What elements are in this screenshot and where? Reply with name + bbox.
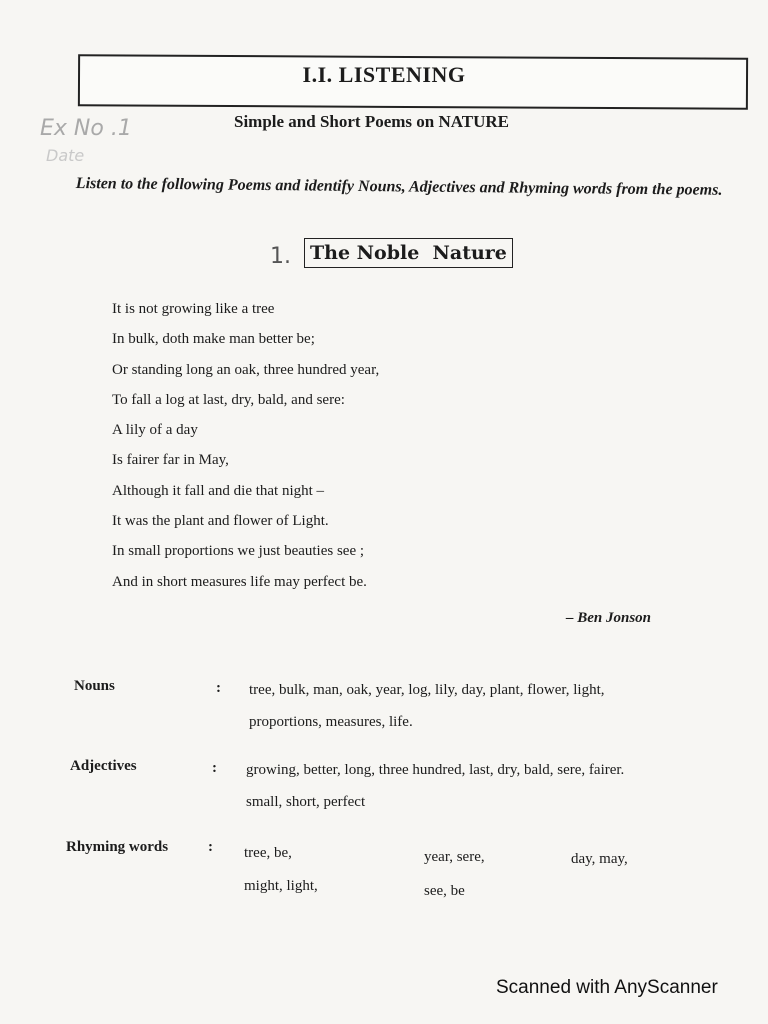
handwritten-date: Date [46, 146, 85, 165]
poem-line: It was the plant and flower of Light. [112, 513, 329, 530]
rhyming-pair: day, may, [571, 851, 628, 867]
nouns-line: tree, bulk, man, oak, year, log, lily, day, plant, flower, light, [249, 682, 605, 698]
nouns-colon: : [216, 680, 221, 696]
poem-line: And in short measures life may perfect be. [112, 573, 367, 590]
section-title: I.I. LISTENING [302, 62, 466, 87]
poem-line: In small proportions we just beauties see ; [112, 543, 365, 560]
nouns-label: Nouns [74, 678, 115, 694]
poem-author: – Ben Jonson [566, 610, 652, 626]
adjectives-colon: : [212, 760, 217, 776]
poem-line: A lily of a day [112, 422, 198, 439]
rhyming-pair: tree, be, [244, 845, 292, 861]
instruction-text: Listen to the following Poems and identify Nouns, Adjectives and Rhyming words from the poems. [75, 174, 723, 199]
scanner-watermark: Scanned with AnyScanner [496, 977, 718, 998]
nouns-line: proportions, measures, life. [249, 714, 413, 730]
poem-body [112, 294, 379, 597]
poem-title: The Noble Nature [304, 238, 513, 268]
poem-line: To fall a log at last, dry, bald, and sere: [112, 391, 345, 408]
rhyming-label: Rhyming words [66, 839, 169, 855]
adjectives-label: Adjectives [70, 758, 137, 774]
adjectives-line: growing, better, long, three hundred, last, dry, bald, sere, fairer. [246, 762, 625, 778]
adjectives-line: small, short, perfect [246, 794, 366, 810]
poem-line: Is fairer far in May, [112, 452, 229, 469]
adjectives-text [246, 754, 624, 818]
poem-line: It is not growing like a tree [112, 301, 275, 317]
poem-number: 1. [270, 244, 291, 269]
handwritten-ex-no: Ex No .1 [40, 116, 132, 141]
rhyming-colon: : [208, 839, 213, 855]
rhyming-pair: year, sere, [424, 849, 485, 865]
rhyming-pair: see, be [424, 883, 465, 899]
poem-line: Or standing long an oak, three hundred year, [112, 361, 380, 378]
poem-line: In bulk, doth make man better be; [112, 331, 315, 348]
subtitle: Simple and Short Poems on NATURE [234, 112, 510, 131]
nouns-text [249, 674, 605, 738]
poem-line: Although it fall and die that night – [112, 482, 325, 499]
rhyming-pair: might, light, [244, 878, 318, 894]
